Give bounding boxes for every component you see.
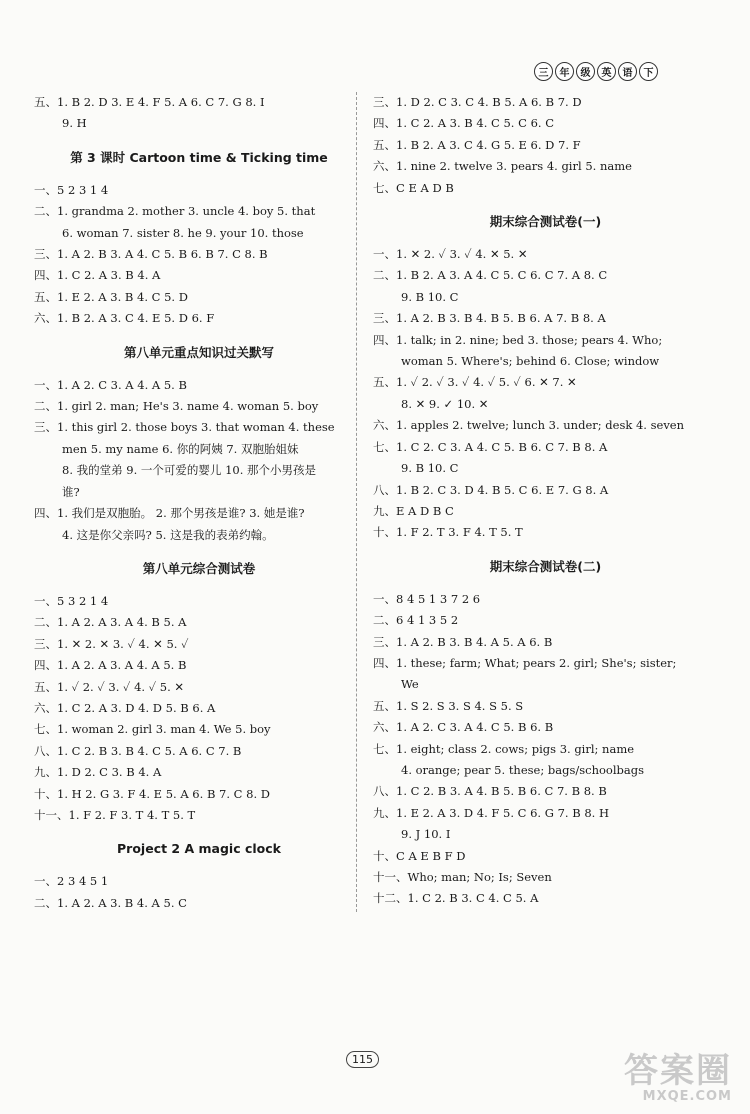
- answer-line: 8. ✕ 9. ✓ 10. ✕: [401, 396, 489, 411]
- answer-line: 一、5 2 3 1 4: [34, 182, 109, 197]
- badge-char: 语: [618, 62, 637, 81]
- badge-char: 级: [576, 62, 595, 81]
- answer-line: 四、1. talk; in 2. nine; bed 3. those; pears 4. Who;: [373, 332, 663, 347]
- answer-line: 九、1. E 2. A 3. D 4. F 5. C 6. G 7. B 8. H: [373, 805, 609, 820]
- answer-line: 五、1. E 2. A 3. B 4. C 5. D: [34, 289, 188, 304]
- answer-line: 四、1. C 2. A 3. B 4. C 5. C 6. C: [373, 116, 554, 131]
- answer-line: 六、1. apples 2. twelve; lunch 3. under; desk 4. seven: [373, 418, 685, 433]
- right-answer-column: [373, 92, 718, 910]
- answer-line: 9. J 10. I: [401, 827, 451, 842]
- section-heading: 第八单元综合测试卷: [142, 560, 256, 576]
- answer-line: 9. B 10. C: [401, 461, 459, 476]
- watermark-url: MXQE.COM: [642, 1089, 732, 1104]
- answer-line: 三、1. A 2. B 3. A 4. C 5. B 6. B 7. C 8. B: [34, 247, 268, 262]
- answer-line: 九、1. D 2. C 3. B 4. A: [34, 765, 162, 780]
- answer-line: 九、E A D B C: [373, 503, 454, 518]
- answer-line: 4. 这是你父亲吗? 5. 这是我的表弟约翰。: [62, 527, 274, 542]
- answer-line: 谁?: [62, 484, 80, 499]
- answer-line: 十、1. F 2. T 3. F 4. T 5. T: [373, 525, 523, 540]
- answer-line: 十一、1. F 2. F 3. T 4. T 5. T: [34, 807, 196, 822]
- answer-line: 四、1. 我们是双胞胎。 2. 那个男孩是谁? 3. 她是谁?: [34, 506, 305, 521]
- answer-line: 二、1. A 2. A 3. B 4. A 5. C: [34, 895, 187, 910]
- left-answer-column: [34, 92, 364, 914]
- answer-line: 4. orange; pear 5. these; bags/schoolbags: [401, 762, 644, 777]
- answer-line: 9. H: [62, 116, 87, 131]
- answer-line: 8. 我的堂弟 9. 一个可爱的婴儿 10. 那个小男孩是: [62, 463, 317, 478]
- answer-line: 四、1. C 2. A 3. B 4. A: [34, 268, 161, 283]
- answer-line: 七、1. C 2. C 3. A 4. C 5. B 6. C 7. B 8. A: [373, 439, 608, 454]
- badge-char: 三: [534, 62, 553, 81]
- answer-line: 十二、1. C 2. B 3. C 4. C 5. A: [373, 891, 539, 906]
- badge-char: 年: [555, 62, 574, 81]
- section-heading: Project 2 A magic clock: [117, 841, 281, 857]
- section-heading: 期末综合测试卷(二): [489, 558, 602, 574]
- answer-line: 一、5 3 2 1 4: [34, 593, 109, 608]
- answer-line: 6. woman 7. sister 8. he 9. your 10. those: [62, 225, 304, 240]
- answer-line: 四、1. these; farm; What; pears 2. girl; She's; sister;: [373, 655, 677, 670]
- section-heading: 第 3 课时 Cartoon time & Ticking time: [70, 149, 328, 165]
- answer-line: 二、6 4 1 3 5 2: [373, 613, 459, 628]
- answer-line: 六、1. A 2. C 3. A 4. C 5. B 6. B: [373, 720, 554, 735]
- answer-line: 八、1. C 2. B 3. A 4. B 5. B 6. C 7. B 8. B: [373, 784, 607, 799]
- answer-line: 一、8 4 5 1 3 7 2 6: [373, 591, 481, 606]
- answer-line: 二、1. grandma 2. mother 3. uncle 4. boy 5. that: [34, 204, 316, 219]
- answer-line: 三、1. A 2. B 3. B 4. A 5. A 6. B: [373, 634, 553, 649]
- answer-line: 三、1. D 2. C 3. C 4. B 5. A 6. B 7. D: [373, 95, 582, 109]
- answer-line: 十、C A E B F D: [373, 848, 466, 863]
- answer-line: men 5. my name 6. 你的阿姨 7. 双胞胎姐妹: [62, 441, 299, 456]
- badge-char: 下: [639, 62, 658, 81]
- answer-line: 八、1. B 2. C 3. D 4. B 5. C 6. E 7. G 8. A: [373, 482, 609, 497]
- answer-line: 五、1. ✓ 2. ✓ 3. ✓ 4. ✓ 5. ✕: [34, 679, 185, 694]
- answer-line: 十一、Who; man; No; Is; Seven: [373, 870, 552, 884]
- answer-line: 六、1. nine 2. twelve 3. pears 4. girl 5. name: [373, 159, 632, 174]
- answer-line: 五、1. B 2. D 3. E 4. F 5. A 6. C 7. G 8. I: [34, 95, 265, 109]
- answer-line: We: [401, 677, 419, 692]
- watermark: [624, 1053, 732, 1104]
- answer-line: 四、1. A 2. A 3. A 4. A 5. B: [34, 658, 187, 673]
- page-number: 115: [346, 1051, 379, 1068]
- column-divider: [356, 92, 357, 912]
- answer-line: woman 5. Where's; behind 6. Close; window: [401, 354, 660, 369]
- answer-line: 一、1. A 2. C 3. A 4. A 5. B: [34, 377, 187, 392]
- answer-line: 十、1. H 2. G 3. F 4. E 5. A 6. B 7. C 8. D: [34, 786, 270, 801]
- answer-line: 三、1. ✕ 2. ✕ 3. ✓ 4. ✕ 5. ✓: [34, 636, 189, 651]
- answer-line: 二、1. girl 2. man; He's 3. name 4. woman 5. boy: [34, 399, 319, 414]
- answer-line: 六、1. B 2. A 3. C 4. E 5. D 6. F: [34, 311, 215, 326]
- answer-line: 五、1. S 2. S 3. S 4. S 5. S: [373, 698, 524, 713]
- answer-line: 五、1. ✓ 2. ✓ 3. ✓ 4. ✓ 5. ✓ 6. ✕ 7. ✕: [373, 375, 577, 390]
- answer-line: 六、1. C 2. A 3. D 4. D 5. B 6. A: [34, 700, 216, 715]
- answer-line: 二、1. B 2. A 3. A 4. C 5. C 6. C 7. A 8. C: [373, 268, 608, 283]
- answer-line: 八、1. C 2. B 3. B 4. C 5. A 6. C 7. B: [34, 743, 242, 758]
- answer-line: 五、1. B 2. A 3. C 4. G 5. E 6. D 7. F: [373, 137, 581, 152]
- answer-line: 一、2 3 4 5 1: [34, 874, 109, 889]
- answer-line: 二、1. A 2. A 3. A 4. B 5. A: [34, 615, 187, 630]
- answer-line: 七、C E A D B: [373, 180, 454, 195]
- answer-line: 七、1. eight; class 2. cows; pigs 3. girl; name: [373, 741, 635, 756]
- answer-line: 9. B 10. C: [401, 289, 459, 304]
- section-heading: 期末综合测试卷(一): [489, 214, 602, 230]
- answer-line: 三、1. this girl 2. those boys 3. that woman 4. these: [34, 420, 335, 435]
- watermark-logo: 答案圈: [624, 1051, 732, 1091]
- answer-line: 三、1. A 2. B 3. B 4. B 5. B 6. A 7. B 8. A: [373, 311, 606, 326]
- answer-line: 七、1. woman 2. girl 3. man 4. We 5. boy: [34, 722, 271, 737]
- grade-badge: [534, 62, 658, 81]
- section-heading: 第八单元重点知识过关默写: [123, 344, 274, 360]
- badge-char: 英: [597, 62, 616, 81]
- answer-line: 一、1. ✕ 2. ✓ 3. ✓ 4. ✕ 5. ✕: [373, 247, 528, 262]
